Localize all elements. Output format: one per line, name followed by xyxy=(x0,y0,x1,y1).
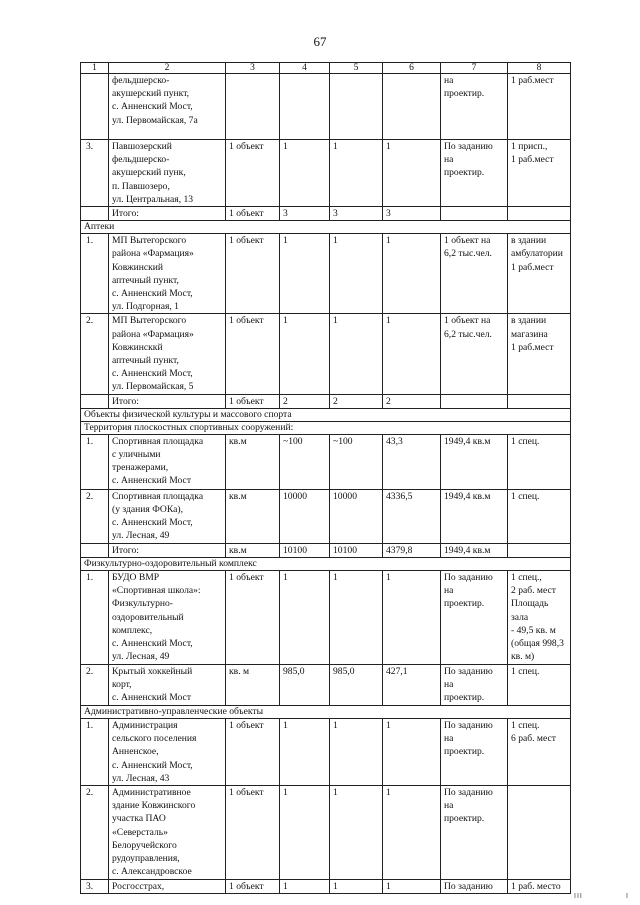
section-title: Объекты физической культуры и массового спорта xyxy=(81,408,571,421)
column-header: 5 xyxy=(330,63,383,74)
table-cell: По заданию xyxy=(441,879,508,893)
table-row xyxy=(81,314,571,394)
table-cell: 1 xyxy=(280,879,330,893)
table-cell xyxy=(330,74,383,140)
table-cell: МП Вытегорского района «Фармация» Ковжинсккй аптечный пункт, с. Анненский Мост, ул. Первомайская, 5 xyxy=(109,314,226,394)
table-cell: 1 xyxy=(383,140,441,207)
table-row xyxy=(81,234,571,314)
section-title: Административно-управленческие объекты xyxy=(81,706,571,719)
table-cell: 1 xyxy=(383,719,441,786)
table-cell: 1 объект xyxy=(226,719,280,786)
section-row xyxy=(81,558,571,571)
table-cell: 2. xyxy=(81,786,109,879)
table-row xyxy=(81,719,571,786)
table-cell: Крытый хоккейный корт, с. Анненский Мост xyxy=(109,665,226,706)
table-cell: 1 объект xyxy=(226,571,280,665)
table-cell xyxy=(508,786,571,879)
table-cell xyxy=(81,543,109,557)
table-cell: кв.м xyxy=(226,543,280,557)
table-cell: По заданию на проектир. xyxy=(441,719,508,786)
table-cell: 1 xyxy=(330,314,383,394)
table-row xyxy=(81,207,571,221)
table-cell: По заданию на проектир. xyxy=(441,786,508,879)
table-cell: 1. xyxy=(81,434,109,489)
table-cell: 2. xyxy=(81,489,109,543)
table-cell: Спортивная площадка (у здания ФОКа), с. Анненский Мост, ул. Лесная, 49 xyxy=(109,489,226,543)
table-cell: 3 xyxy=(280,207,330,221)
table-cell: 985,0 xyxy=(330,665,383,706)
table-cell: фельдшерско- акушерский пункт, с. Анненский Мост, ул. Первомайская, 7а xyxy=(109,74,226,140)
table-cell: 1 xyxy=(330,879,383,893)
section-row xyxy=(81,408,571,421)
table-cell: кв. м xyxy=(226,665,280,706)
table-row xyxy=(81,140,571,207)
section-title: Аптеки xyxy=(81,221,571,234)
table-row xyxy=(81,543,571,557)
column-header: 4 xyxy=(280,63,330,74)
table-cell: 1 xyxy=(280,786,330,879)
table-cell: 1 спец. 6 раб. мест xyxy=(508,719,571,786)
table-cell: 1 xyxy=(383,234,441,314)
table-cell xyxy=(441,207,508,221)
table-cell: 43,3 xyxy=(383,434,441,489)
column-header: 1 xyxy=(81,63,109,74)
table-cell: 1 спец. xyxy=(508,665,571,706)
table-cell: 1 xyxy=(280,140,330,207)
table-cell: 427,1 xyxy=(383,665,441,706)
table-cell xyxy=(81,207,109,221)
table-cell xyxy=(508,394,571,408)
table-cell: Росгосстрах, xyxy=(109,879,226,893)
table-cell: 10100 xyxy=(280,543,330,557)
table-cell: 1 xyxy=(383,314,441,394)
column-header: 8 xyxy=(508,63,571,74)
table-cell xyxy=(383,74,441,140)
column-header: 2 xyxy=(109,63,226,74)
table-cell: в здании магазина 1 раб.мест xyxy=(508,314,571,394)
table-cell: 1. xyxy=(81,719,109,786)
table-cell: 985,0 xyxy=(280,665,330,706)
table-cell: 10100 xyxy=(330,543,383,557)
table-cell: 10000 xyxy=(280,489,330,543)
table-cell: 3 xyxy=(330,207,383,221)
table-row xyxy=(81,879,571,893)
footer-mark-2: I xyxy=(626,893,628,900)
table-cell xyxy=(508,543,571,557)
table-cell xyxy=(441,394,508,408)
table-cell: 1 объект на 6,2 тыс.чел. xyxy=(441,234,508,314)
table-cell: Спортивная площадка с уличными тренажерами, с. Анненский Мост xyxy=(109,434,226,489)
table-cell: 1 спец. xyxy=(508,434,571,489)
table-cell: 10000 xyxy=(330,489,383,543)
table-row xyxy=(81,394,571,408)
table-cell: 2. xyxy=(81,314,109,394)
data-table xyxy=(80,62,571,894)
section-row xyxy=(81,421,571,434)
table-cell: 1 объект на 6,2 тыс.чел. xyxy=(441,314,508,394)
table-cell: 1 объект xyxy=(226,394,280,408)
table-cell: 2 xyxy=(330,394,383,408)
table-row xyxy=(81,74,571,140)
table-cell: 1 объект xyxy=(226,314,280,394)
table-cell: 3. xyxy=(81,140,109,207)
table-cell: 2 xyxy=(280,394,330,408)
table-cell: По заданию на проектир. xyxy=(441,665,508,706)
table-cell: 1949,4 кв.м xyxy=(441,434,508,489)
table-cell: кв.м xyxy=(226,434,280,489)
table-cell: ~100 xyxy=(330,434,383,489)
section-title: Физкультурно-оздоровительный комплекс xyxy=(81,558,571,571)
table-cell: Административное здание Ковжинского участка ПАО «Северсталь» Белоручейского рудоуправления, с. Александровское xyxy=(109,786,226,879)
table-cell: 1. xyxy=(81,234,109,314)
table-cell: 3 xyxy=(383,207,441,221)
table-cell: 3. xyxy=(81,879,109,893)
column-header: 6 xyxy=(383,63,441,74)
table-cell: Итого: xyxy=(109,543,226,557)
table-cell xyxy=(81,394,109,408)
table-row xyxy=(81,571,571,665)
table-cell xyxy=(508,207,571,221)
table-cell: 1949,4 кв.м xyxy=(441,489,508,543)
section-title: Территория плоскостных спортивных сооружений: xyxy=(81,421,571,434)
table-cell: 2 xyxy=(383,394,441,408)
table-cell: 1 xyxy=(280,719,330,786)
table-row xyxy=(81,665,571,706)
table-cell xyxy=(226,74,280,140)
page-number: 67 xyxy=(313,34,327,49)
table-cell: 1 xyxy=(330,234,383,314)
table-cell: 1 спец. xyxy=(508,489,571,543)
table-cell: 1. xyxy=(81,571,109,665)
table-cell: 1 спец., 2 раб. мест Площадь зала - 49,5 кв. м (общая 998,3 кв. м) xyxy=(508,571,571,665)
table-cell: Итого: xyxy=(109,207,226,221)
table-cell: 1 объект xyxy=(226,140,280,207)
table-cell: Павшозерский фельдшерско- акушерский пунк, п. Павшозеро, ул. Центральная, 13 xyxy=(109,140,226,207)
table-cell: Администрация сельского поселения Анненское, с. Анненский Мост, ул. Лесная, 43 xyxy=(109,719,226,786)
table-cell: 4336,5 xyxy=(383,489,441,543)
table-cell: 4379,8 xyxy=(383,543,441,557)
section-row xyxy=(81,221,571,234)
table-cell: 1949,4 кв.м xyxy=(441,543,508,557)
table-cell xyxy=(81,74,109,140)
table-cell: 1 xyxy=(383,879,441,893)
table-cell: 1 объект xyxy=(226,879,280,893)
section-row xyxy=(81,706,571,719)
table-cell: 1 раб.мест xyxy=(508,74,571,140)
table-cell: 2. xyxy=(81,665,109,706)
table-cell xyxy=(280,74,330,140)
table-cell: в здании амбулатории 1 раб.мест xyxy=(508,234,571,314)
table-cell: 1 объект xyxy=(226,234,280,314)
column-header: 3 xyxy=(226,63,280,74)
table-cell: По заданию на проектир. xyxy=(441,140,508,207)
column-header: 7 xyxy=(441,63,508,74)
table-cell: 1 xyxy=(330,719,383,786)
table-cell: 1 xyxy=(383,786,441,879)
table-cell: 1 присп., 1 раб.мест xyxy=(508,140,571,207)
table-cell: ~100 xyxy=(280,434,330,489)
footer-mark: III xyxy=(574,893,583,900)
table-cell: 1 xyxy=(330,786,383,879)
table-cell: Итого: xyxy=(109,394,226,408)
table-cell: МП Вытегорского района «Фармация» Ковжинский аптечный пункт, с. Анненский Мост, ул. Подгорная, 1 xyxy=(109,234,226,314)
table-row xyxy=(81,434,571,489)
table-cell: 1 xyxy=(330,571,383,665)
table-cell: кв.м xyxy=(226,489,280,543)
table-cell: 1 объект xyxy=(226,786,280,879)
table-cell: 1 объект xyxy=(226,207,280,221)
table-row xyxy=(81,786,571,879)
table-cell: По заданию на проектир. xyxy=(441,571,508,665)
table-cell: 1 xyxy=(383,571,441,665)
table-cell: на проектир. xyxy=(441,74,508,140)
table-cell: 1 xyxy=(280,571,330,665)
table-cell: 1 раб. место xyxy=(508,879,571,893)
table-cell: 1 xyxy=(280,234,330,314)
table-cell: 1 xyxy=(330,140,383,207)
table-cell: 1 xyxy=(280,314,330,394)
table-header-row xyxy=(81,63,571,74)
table-row xyxy=(81,489,571,543)
table-cell: БУДО ВМР «Спортивная школа»: Физкультурно- оздоровительный комплекс, с. Анненский Мост, ул. Лесная, 49 xyxy=(109,571,226,665)
